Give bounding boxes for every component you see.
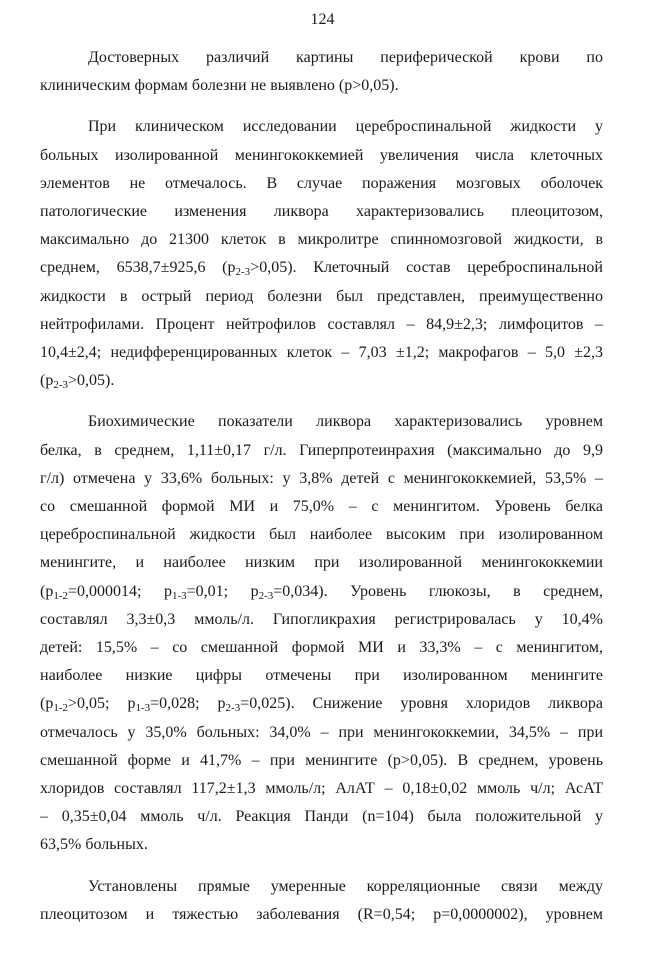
subscript: 2-3 bbox=[225, 702, 241, 715]
text-line: отмечалось у 35,0% больных: 34,0% – при менингококкемии, 34,5% – при bbox=[40, 723, 603, 741]
text-line: со смешанной формой МИ и 75,0% – с менингитом. Уровень белка bbox=[40, 498, 603, 516]
document-body bbox=[40, 44, 603, 929]
text-line: клиническим формам болезни не выявлено (р>0,05). bbox=[40, 77, 399, 95]
text-line: детей: 15,5% – со смешанной формой МИ и 33,3% – с менингитом, bbox=[40, 639, 603, 657]
text-line: цереброспинальной жидкости был наиболее высоким при изолированном bbox=[40, 526, 603, 544]
paragraph-1 bbox=[40, 44, 603, 100]
text-line: больных изолированной менингококкемией увеличения числа клеточных bbox=[40, 146, 603, 164]
text-line: нейтрофилами. Процент нейтрофилов составлял – 84,9±2,3; лимфоцитов – bbox=[40, 315, 603, 333]
text-line bbox=[40, 690, 603, 718]
text-line: – 0,35±0,04 ммоль ч/л. Реакция Панди (n=104) была положительной у bbox=[40, 808, 603, 826]
paragraph-2 bbox=[40, 113, 603, 395]
text-line: Установлены прямые умеренные корреляционные связи между bbox=[88, 877, 603, 895]
text-line: г/л) отмечена у 33,6% больных: у 3,8% детей с менингококкемией, 53,5% – bbox=[40, 469, 603, 487]
text-segment: =0,01; р bbox=[186, 582, 259, 600]
text-line: При клиническом исследовании цереброспинальной жидкости у bbox=[88, 118, 603, 136]
text-line: наиболее низкие цифры отмечены при изолированном менингите bbox=[40, 667, 603, 685]
text-segment: >0,05). Клеточный состав цереброспинальной bbox=[250, 259, 603, 277]
text-line bbox=[40, 367, 603, 395]
text-line: патологические изменения ликвора характеризовались плеоцитозом, bbox=[40, 203, 603, 221]
text-line: составлял 3,3±0,3 ммоль/л. Гипогликрахия регистрировалась у 10,4% bbox=[40, 610, 603, 628]
text-line bbox=[40, 254, 603, 282]
text-line bbox=[40, 578, 603, 606]
text-line: 10,4±2,4; недифференцированных клеток – 7,03 ±1,2; макрофагов – 5,0 ±2,3 bbox=[40, 344, 603, 362]
text-segment: =0,025). Снижение уровня хлоридов ликвора bbox=[240, 695, 603, 713]
subscript: 1-3 bbox=[171, 589, 187, 602]
text-segment: =0,028; р bbox=[150, 695, 226, 713]
text-line: менингите, и наиболее низким при изолированной менингококкемии bbox=[40, 554, 603, 572]
text-segment: (р bbox=[40, 695, 54, 713]
text-line: плеоцитозом и тяжестью заболевания (R=0,54; р=0,0000002), уровнем bbox=[40, 905, 603, 923]
page-number: 124 bbox=[310, 11, 335, 28]
text-line: жидкости в острый период болезни был представлен, преимущественно bbox=[40, 287, 603, 305]
paragraph-4 bbox=[40, 873, 603, 929]
text-line: 63,5% больных. bbox=[40, 836, 148, 854]
subscript: 2-3 bbox=[53, 379, 68, 392]
subscript: 2-3 bbox=[235, 266, 251, 279]
paragraph-3 bbox=[40, 408, 603, 859]
text-line: смешанной форме и 41,7% – при менингите (р>0,05). В среднем, уровень bbox=[40, 751, 603, 769]
text-segment: (р bbox=[40, 372, 54, 390]
text-line: Достоверных различий картины периферической крови по bbox=[88, 49, 603, 66]
text-segment: >0,05). bbox=[68, 372, 115, 390]
text-segment: (р bbox=[40, 582, 54, 600]
text-line: максимально до 21300 клеток в микролитре спинномозговой жидкости, в bbox=[40, 231, 603, 249]
subscript: 1-2 bbox=[53, 702, 68, 715]
text-line: Биохимические показатели ликвора характеризовались уровнем bbox=[88, 413, 603, 431]
text-segment: =0,034). Уровень глюкозы, в среднем, bbox=[273, 582, 604, 600]
text-line: хлоридов составлял 117,2±1,3 ммоль/л; АлАТ – 0,18±0,02 ммоль ч/л; АсАТ bbox=[40, 780, 603, 798]
text-line: элементов не отмечалось. В случае поражения мозговых оболочек bbox=[40, 174, 603, 192]
subscript: 1-2 bbox=[53, 589, 68, 602]
text-segment: среднем, 6538,7±925,6 (р bbox=[40, 259, 236, 277]
subscript: 1-3 bbox=[135, 702, 151, 715]
text-segment: >0,05; р bbox=[68, 695, 136, 713]
subscript: 2-3 bbox=[258, 589, 274, 602]
text-segment: =0,000014; р bbox=[68, 582, 172, 600]
text-line: белка, в среднем, 1,11±0,17 г/л. Гиперпротеинрахия (максимально до 9,9 bbox=[40, 441, 603, 459]
